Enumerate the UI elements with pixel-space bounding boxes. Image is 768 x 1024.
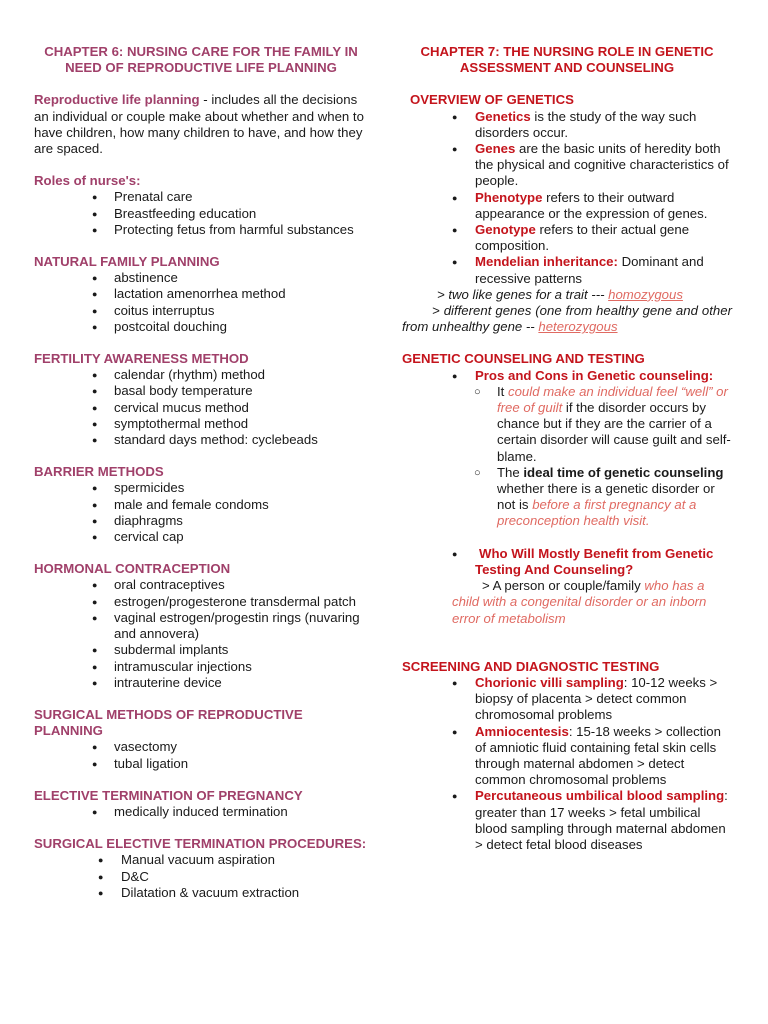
list-item: ● coitus interruptus: [34, 303, 368, 319]
list-item: ● male and female condoms: [34, 497, 368, 513]
list-item: ● vaginal estrogen/progestin rings (nuvaring and annovera): [34, 610, 368, 642]
benefit-text: > A person or couple/family who has a child with a congenital disorder or an inborn error of metabolism: [452, 578, 707, 626]
elective-termination-heading: ELECTIVE TERMINATION OF PREGNANCY: [34, 787, 303, 803]
list-item: ● vasectomy: [34, 739, 368, 755]
surgical-procedures-list: [34, 852, 368, 901]
natural-family-planning-heading: NATURAL FAMILY PLANNING: [34, 254, 220, 270]
list-item: ● Percutaneous umbilical blood sampling: greater than 17 weeks > fetal umbilical blood sampling through maternal abdomen > detect fetal blood diseases: [402, 788, 732, 853]
list-item: ● medically induced termination: [34, 804, 368, 820]
surgical-procedures-heading: SURGICAL ELECTIVE TERMINATION PROCEDURES:: [34, 836, 367, 852]
list-item: ● Mendelian inheritance: Dominant and recessive patterns: [402, 254, 732, 286]
roles-heading: Roles of nurse's:: [34, 173, 141, 189]
natural-family-planning-list: [34, 270, 368, 335]
list-item: ● Prenatal care: [34, 189, 368, 205]
surgical-methods-heading: SURGICAL METHODS OF REPRODUCTIVE PLANNING: [34, 706, 303, 739]
list-item: [402, 368, 732, 384]
list-item: ● Genes are the basic units of heredity both the physical and cognitive characteristics of people.: [402, 141, 732, 190]
heterozygous-line: > different genes (one from healthy gene and other from unhealthy gene -- heterozygous: [402, 303, 732, 335]
list-item: ● oral contraceptives: [34, 577, 368, 593]
list-item: ● diaphragms: [34, 513, 368, 529]
definition-text: - includes all the decisions an individual or couple make about whether and when to have children, how many children to have, and how they are spaced.: [34, 92, 364, 157]
list-item: [402, 546, 732, 578]
list-item: ● Protecting fetus from harmful substances: [34, 222, 368, 238]
list-item: ● Dilatation & vacuum extraction: [34, 885, 368, 901]
list-item: ● Genetics is the study of the way such disorders occur.: [402, 109, 732, 141]
benefit-heading: Who Will Mostly Benefit from Genetic Testing And Counseling?: [475, 545, 714, 577]
list-item: ● calendar (rhythm) method: [34, 367, 368, 383]
overview-heading: OVERVIEW OF GENETICS: [410, 92, 574, 108]
list-item: ○ The ideal time of genetic counseling whether there is a genetic disorder or not is before a first pregnancy at a preconception health visit.: [402, 465, 732, 530]
definition-term: Reproductive life planning: [34, 92, 200, 108]
genetic-counseling-heading: GENETIC COUNSELING AND TESTING: [402, 351, 645, 367]
homozygous-line: > two like genes for a trait --- homozygous: [437, 286, 683, 302]
list-item: ● Chorionic villi sampling: 10-12 weeks > biopsy of placenta > detect common chromosomal problems: [402, 675, 732, 724]
overview-list: [402, 109, 732, 287]
hormonal-contraception-heading: HORMONAL CONTRACEPTION: [34, 561, 231, 577]
pros-cons-heading: Pros and Cons in Genetic counseling:: [475, 367, 714, 383]
counseling-list: [402, 368, 732, 384]
list-item: ● tubal ligation: [34, 756, 368, 772]
homozygous-term: homozygous: [608, 286, 683, 302]
list-item: ● basal body temperature: [34, 383, 368, 399]
pros-cons-list: [402, 384, 732, 530]
list-item: ● cervical cap: [34, 529, 368, 545]
hormonal-contraception-list: [34, 577, 368, 690]
list-item: ● D&C: [34, 869, 368, 885]
list-item: ● Genotype refers to their actual gene composition.: [402, 222, 732, 254]
fertility-awareness-list: [34, 367, 368, 448]
elective-termination-list: [34, 804, 368, 820]
fertility-awareness-heading: FERTILITY AWARENESS METHOD: [34, 351, 249, 367]
list-item: ● symptothermal method: [34, 416, 368, 432]
list-item: ● estrogen/progesterone transdermal patch: [34, 594, 368, 610]
list-item: ● Phenotype refers to their outward appearance or the expression of genes.: [402, 190, 732, 222]
list-item: ● Manual vacuum aspiration: [34, 852, 368, 868]
surgical-methods-list: [34, 739, 368, 771]
list-item: ● spermicides: [34, 480, 368, 496]
chapter-7-title: CHAPTER 7: THE NURSING ROLE IN GENETIC ASSESSMENT AND COUNSELING: [420, 44, 714, 76]
list-item: ● lactation amenorrhea method: [34, 286, 368, 302]
reproductive-life-planning-definition: [34, 92, 368, 157]
chapter-6-column: [34, 44, 368, 901]
list-item: ● intramuscular injections: [34, 659, 368, 675]
chapter-7-column: [402, 44, 732, 853]
screening-list: [402, 675, 732, 853]
barrier-methods-list: [34, 480, 368, 545]
roles-list: [34, 189, 368, 238]
list-item: ● Breastfeeding education: [34, 206, 368, 222]
list-item: ● intrauterine device: [34, 675, 368, 691]
list-item: ● postcoital douching: [34, 319, 368, 335]
barrier-methods-heading: BARRIER METHODS: [34, 464, 164, 480]
benefit-list: [402, 546, 732, 578]
list-item: ● standard days method: cyclebeads: [34, 432, 368, 448]
chapter-6-title: CHAPTER 6: NURSING CARE FOR THE FAMILY IN NEED OF REPRODUCTIVE LIFE PLANNING: [44, 44, 358, 76]
list-item: ● Amniocentesis: 15-18 weeks > collection of amniotic fluid containing fetal skin cells through maternal abdomen > detect common chromosomal problems: [402, 724, 732, 789]
list-item: ● subdermal implants: [34, 642, 368, 658]
screening-heading: SCREENING AND DIAGNOSTIC TESTING: [402, 658, 660, 674]
heterozygous-term: heterozygous: [538, 319, 618, 335]
list-item: ○ It could make an individual feel “well” or free of guilt if the disorder occurs by chance but if they are the carrier of a certain disorder will cause guilt and self-blame.: [402, 384, 732, 465]
list-item: ● abstinence: [34, 270, 368, 286]
list-item: ● cervical mucus method: [34, 400, 368, 416]
